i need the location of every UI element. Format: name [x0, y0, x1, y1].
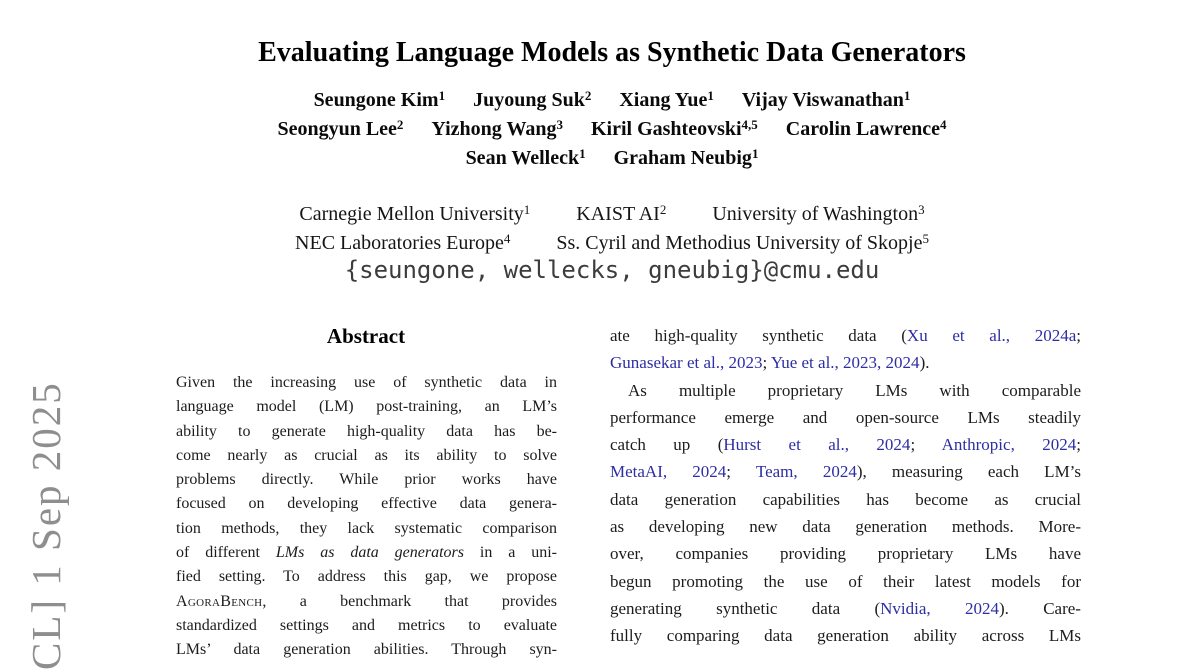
- abstract-line: [176, 590, 557, 614]
- superscript-affiliation-number: 4,5: [741, 117, 758, 132]
- text-segment: ). Care-: [998, 598, 1081, 618]
- text-segment: LMs as data generators: [275, 544, 465, 562]
- citation-link[interactable]: Team, 2024: [755, 462, 857, 482]
- text-segment: ;: [1076, 435, 1081, 455]
- affil-row: [24, 229, 1200, 258]
- body-line: [610, 404, 1081, 431]
- author-name: Graham Neubig$^1$: [613, 146, 759, 169]
- author-name: Vijay Viswanathan$^1$: [741, 88, 911, 111]
- text-segment: ), measuring each LM’s: [856, 462, 1082, 482]
- abstract-line: [176, 638, 557, 662]
- body-line: [610, 513, 1081, 540]
- body-line: [610, 377, 1081, 404]
- abstract-heading: Abstract: [326, 324, 406, 348]
- author-name: Yizhong Wang$^3$: [431, 117, 563, 140]
- text-segment: data generation capabilities has become as crucial: [610, 489, 1081, 509]
- contact-email: {seungone, wellecks, gneubig}@cmu.edu: [344, 256, 880, 284]
- text-segment: catch up (: [610, 435, 724, 455]
- text-segment: standardized settings and metrics to evaluate: [176, 616, 557, 634]
- text-segment: ).: [919, 353, 930, 373]
- text-segment: performance emerge and open-source LMs steadily: [610, 407, 1081, 427]
- text-segment: Given the increasing use of synthetic data in: [176, 374, 557, 391]
- superscript-affiliation-number: 1: [523, 202, 531, 217]
- text-segment: ;: [1076, 326, 1082, 345]
- text-segment: language model (LM) post-training, an LM’s: [176, 398, 557, 416]
- text-segment: ;: [726, 462, 756, 482]
- author-row: [24, 144, 1200, 173]
- text-segment: AgoraBench: [176, 592, 263, 610]
- text-segment: tion methods, they lack systematic comparison: [176, 519, 557, 537]
- affiliation-name: KAIST $AI^2$: [576, 202, 667, 225]
- paper-title: Evaluating Language Models as Synthetic Data Generators: [258, 37, 966, 68]
- superscript-affiliation-number: 2: [396, 117, 404, 132]
- affiliation-list: [24, 200, 1200, 258]
- superscript-affiliation-number: 4: [940, 117, 947, 132]
- superscript-affiliation-number: 1: [751, 146, 759, 161]
- author-name: Juyoung Suk$^2$: [473, 88, 592, 111]
- citation-link[interactable]: Yue et al., 2023, 2024: [770, 353, 920, 373]
- text-segment: problems directly. While prior works have: [176, 471, 557, 489]
- affiliation-name: Carnegie Mellon University$^1$: [299, 202, 531, 225]
- text-segment: focused on developing effective data genera-: [176, 495, 557, 513]
- body-line: [610, 431, 1081, 458]
- abstract-line: [176, 565, 557, 589]
- text-segment: of different: [176, 544, 276, 562]
- superscript-affiliation-number: 3: [556, 117, 563, 132]
- citation-link[interactable]: Hurst et al., 2024: [723, 435, 911, 455]
- text-segment: in a uni-: [464, 544, 557, 562]
- text-segment: ability to generate high-quality data has be-: [176, 422, 557, 440]
- body-line: [610, 568, 1081, 595]
- abstract-line: [176, 614, 557, 638]
- body-line: [610, 622, 1081, 649]
- text-segment: generating synthetic data (: [610, 598, 881, 618]
- superscript-affiliation-number: 5: [922, 231, 929, 246]
- abstract-line: [176, 517, 557, 541]
- text-segment: ate high-quality synthetic data (: [610, 326, 907, 345]
- text-segment: , a benchmark that provides: [262, 592, 557, 610]
- superscript-affiliation-number: 2: [659, 202, 667, 217]
- author-name: Seungone Kim$^1$: [313, 88, 446, 111]
- text-segment: As multiple proprietary LMs with comparable: [628, 380, 1081, 400]
- abstract-line: [176, 444, 557, 468]
- author-name: Sean Welleck$^1$: [465, 146, 586, 169]
- author-row: [24, 86, 1200, 115]
- author-name: Kiril Gashteovski$^{4,5}$: [590, 117, 758, 140]
- text-segment: over, companies providing proprietary LMs have: [610, 544, 1081, 564]
- body-line: [610, 540, 1081, 567]
- citation-link[interactable]: Gunasekar et al., 2023: [610, 353, 763, 373]
- right-column-text: [610, 322, 1081, 650]
- author-name: Xiang Yue$^1$: [619, 88, 714, 111]
- text-segment: come nearly as crucial as its ability to solve: [176, 446, 557, 464]
- body-line: [610, 458, 1081, 485]
- author-list: [24, 86, 1200, 173]
- affil-row: [24, 200, 1200, 229]
- arxiv-sidebar-stamp: CL] 1 Sep 2025: [23, 381, 69, 670]
- citation-link[interactable]: Nvidia, 2024: [880, 598, 999, 618]
- abstract-line: [176, 420, 557, 444]
- citation-link[interactable]: Xu et al., 2024a: [906, 326, 1077, 345]
- citation-link[interactable]: Anthropic, 2024: [941, 435, 1077, 455]
- text-segment: fied setting. To address this gap, we propose: [176, 568, 557, 586]
- text-segment: fully comparing data generation ability across LMs: [610, 626, 1081, 646]
- abstract-line: [176, 492, 557, 516]
- affiliation-name: Ss. Cyril and Methodius University of Skopje$^5$: [556, 231, 929, 254]
- author-name: Seongyun Lee$^2$: [277, 117, 404, 140]
- text-segment: ;: [762, 353, 771, 373]
- superscript-affiliation-number: 1: [903, 88, 911, 103]
- citation-link[interactable]: MetaAI, 2024: [610, 462, 727, 482]
- author-row: [24, 115, 1200, 144]
- author-name: Carolin Lawrence$^4$: [785, 117, 947, 140]
- affiliation-name: University of Washington$^3$: [712, 202, 925, 225]
- body-line: [610, 349, 1081, 376]
- superscript-affiliation-number: 1: [579, 146, 586, 161]
- body-line: [610, 595, 1081, 622]
- body-line: [610, 486, 1081, 513]
- affiliation-name: NEC Laboratories Europe$^4$: [295, 231, 511, 254]
- body-line: [610, 322, 1081, 349]
- text-segment: ;: [910, 435, 942, 455]
- superscript-affiliation-number: 1: [438, 88, 446, 103]
- abstract-line: [176, 395, 557, 419]
- abstract-text: [176, 371, 557, 663]
- superscript-affiliation-number: 4: [503, 231, 511, 246]
- abstract-line: [176, 468, 557, 492]
- text-segment: begun promoting the use of their latest models for: [610, 571, 1081, 591]
- superscript-affiliation-number: 3: [918, 202, 925, 217]
- text-segment: LMs’ data generation abilities. Through syn-: [176, 641, 557, 659]
- superscript-affiliation-number: 2: [584, 88, 592, 103]
- abstract-line: [176, 371, 557, 395]
- superscript-affiliation-number: 1: [707, 88, 714, 103]
- text-segment: as developing new data generation methods. More-: [610, 517, 1081, 537]
- abstract-line: [176, 541, 557, 565]
